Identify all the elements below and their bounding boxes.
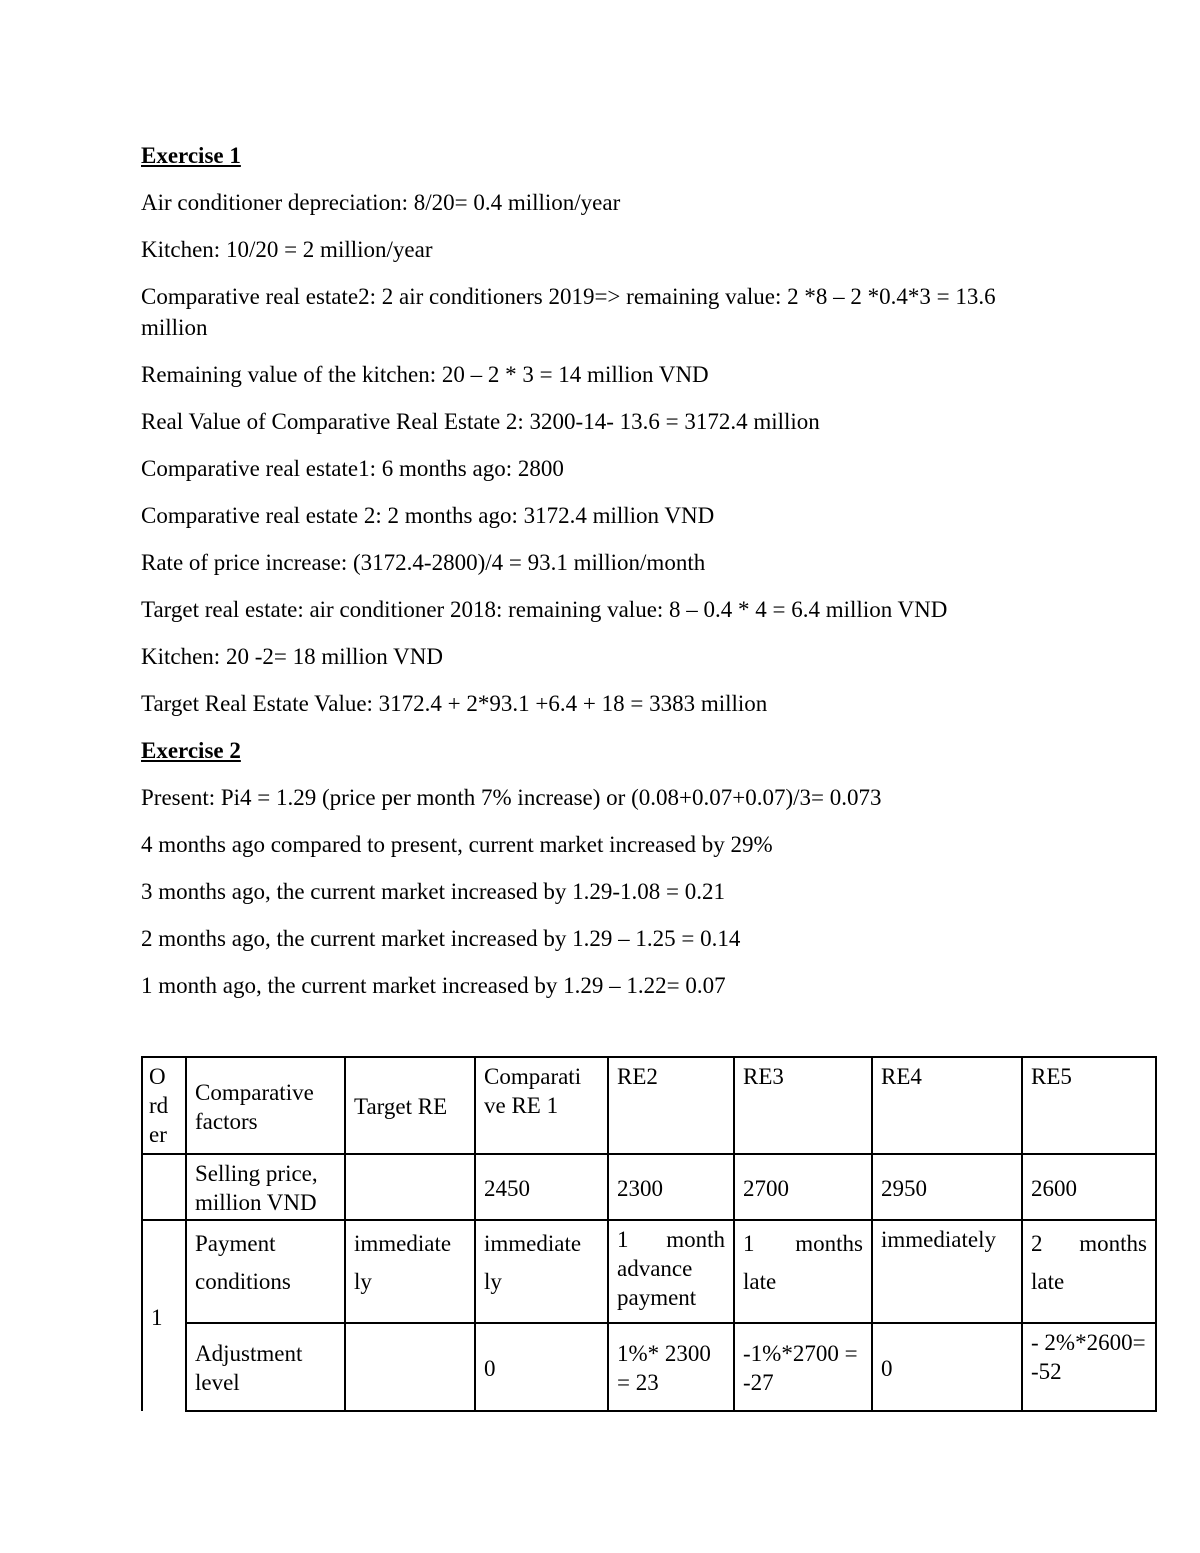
ex1-line-kitchen-depreciation: Kitchen: 10/20 = 2 million/year <box>141 237 433 262</box>
ex1-line-re2-two-months: Comparative real estate 2: 2 months ago: 3172.4 million VND <box>141 503 715 528</box>
header-order: O rd er <box>142 1057 186 1154</box>
payment-re5: 2 months late <box>1022 1220 1156 1323</box>
ex1-line-target-kitchen: Kitchen: 20 -2= 18 million VND <box>141 644 443 669</box>
ex2-line-one-month: 1 month ago, the current market increased by 1.29 – 1.22= 0.07 <box>141 973 726 998</box>
selling-price-label: Selling price, million VND <box>186 1154 345 1220</box>
ex2-line-two-months: 2 months ago, the current market increased by 1.29 – 1.25 = 0.14 <box>141 926 741 951</box>
payment-re1: immediate ly <box>475 1220 608 1323</box>
header-comparative-factors: Comparative factors <box>186 1057 345 1154</box>
header-re2: RE2 <box>608 1057 734 1154</box>
table-header-row <box>142 1057 1156 1154</box>
header-re5: RE5 <box>1022 1057 1156 1154</box>
adjustment-target <box>345 1323 475 1411</box>
selling-price-re2: 2300 <box>608 1154 734 1220</box>
adjustment-label: Adjustment level <box>186 1323 345 1411</box>
adjustment-re1: 0 <box>475 1323 608 1411</box>
ex1-line-rate-of-increase: Rate of price increase: (3172.4-2800)/4 = 93.1 million/month <box>141 550 706 575</box>
selling-price-re4: 2950 <box>872 1154 1022 1220</box>
ex2-line-present: Present: Pi4 = 1.29 (price per month 7% increase) or (0.08+0.07+0.07)/3= 0.073 <box>141 785 882 810</box>
payment-re2: 1 month advance payment <box>608 1220 734 1323</box>
document-body <box>141 140 1011 1017</box>
header-re1: Comparati ve RE 1 <box>475 1057 608 1154</box>
exercise-1-heading: Exercise 1 <box>141 143 241 168</box>
payment-re3: 1 months late <box>734 1220 872 1323</box>
exercise-2-heading: Exercise 2 <box>141 738 241 763</box>
payment-re4: immediately <box>872 1220 1022 1323</box>
selling-price-target <box>345 1154 475 1220</box>
selling-price-re5: 2600 <box>1022 1154 1156 1220</box>
payment-order: 1 <box>142 1220 186 1411</box>
ex1-line-target-value: Target Real Estate Value: 3172.4 + 2*93.1 +6.4 + 18 = 3383 million <box>141 691 768 716</box>
adjustment-re5: - 2%*2600= -52 <box>1022 1323 1156 1411</box>
selling-price-order <box>142 1154 186 1220</box>
ex1-line-re1-six-months: Comparative real estate1: 6 months ago: 2800 <box>141 456 564 481</box>
header-target-re: Target RE <box>345 1057 475 1154</box>
adjustment-re4: 0 <box>872 1323 1022 1411</box>
selling-price-re3: 2700 <box>734 1154 872 1220</box>
payment-target: immediate ly <box>345 1220 475 1323</box>
adjustment-re2: 1%* 2300 = 23 <box>608 1323 734 1411</box>
ex1-line-kitchen-remaining: Remaining value of the kitchen: 20 – 2 * 3 = 14 million VND <box>141 362 709 387</box>
payment-label: Payment conditions <box>186 1220 345 1323</box>
selling-price-re1: 2450 <box>475 1154 608 1220</box>
adjustment-re3: -1%*2700 = -27 <box>734 1323 872 1411</box>
ex2-line-four-months: 4 months ago compared to present, current market increased by 29% <box>141 832 773 857</box>
ex1-line-re2-real-value: Real Value of Comparative Real Estate 2: 3200-14- 13.6 = 3172.4 million <box>141 409 820 434</box>
ex2-line-three-months: 3 months ago, the current market increased by 1.29-1.08 = 0.21 <box>141 879 725 904</box>
header-re4: RE4 <box>872 1057 1022 1154</box>
header-re3: RE3 <box>734 1057 872 1154</box>
table-row-adjustment-level <box>142 1323 1156 1411</box>
comparison-table <box>141 1056 1157 1412</box>
ex1-line-re2-air-conditioners: Comparative real estate2: 2 air conditioners 2019=> remaining value: 2 *8 – 2 *0.4*3 = 13.6 million <box>141 284 996 340</box>
ex1-line-target-air-conditioner: Target real estate: air conditioner 2018: remaining value: 8 – 0.4 * 4 = 6.4 million VND <box>141 597 948 622</box>
ex1-line-depreciation: Air conditioner depreciation: 8/20= 0.4 million/year <box>141 190 621 215</box>
table-row-selling-price <box>142 1154 1156 1220</box>
table-row-payment-conditions <box>142 1220 1156 1323</box>
